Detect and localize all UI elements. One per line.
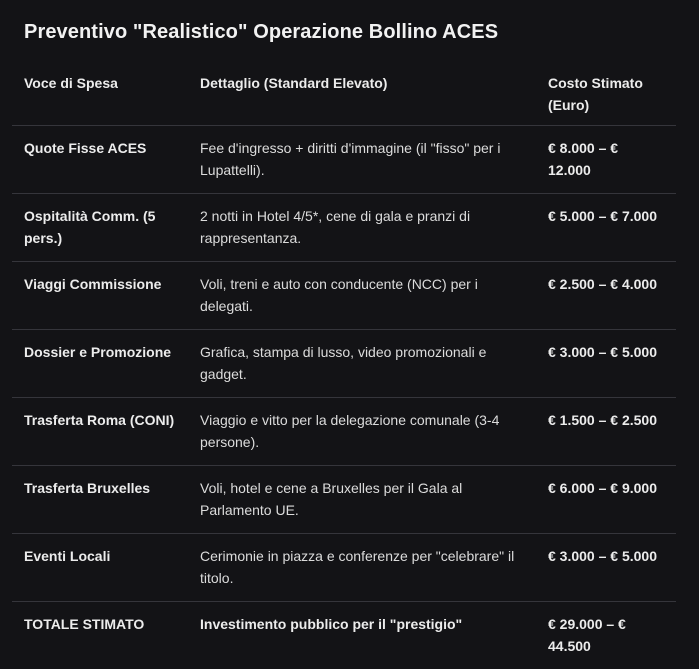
cell-voce: Ospitalità Comm. (5 pers.) xyxy=(12,194,188,262)
cell-costo: € 2.500 – € 4.000 xyxy=(536,262,676,330)
cell-dettaglio: Viaggio e vitto per la delegazione comunale (3-4 persone). xyxy=(188,398,536,466)
cell-voce: Viaggi Commissione xyxy=(12,262,188,330)
cell-costo: € 3.000 – € 5.000 xyxy=(536,534,676,602)
table-row xyxy=(12,398,676,466)
cell-costo: € 1.500 – € 2.500 xyxy=(536,398,676,466)
table-row xyxy=(12,466,676,534)
cell-voce: Dossier e Promozione xyxy=(12,330,188,398)
cell-dettaglio: Cerimonie in piazza e conferenze per "celebrare" il titolo. xyxy=(188,534,536,602)
cell-dettaglio: Voli, treni e auto con conducente (NCC) per i delegati. xyxy=(188,262,536,330)
cell-voce: Trasferta Bruxelles xyxy=(12,466,188,534)
header-dettaglio: Dettaglio (Standard Elevato) xyxy=(188,62,536,126)
cell-dettaglio: Grafica, stampa di lusso, video promozionali e gadget. xyxy=(188,330,536,398)
table-row xyxy=(12,534,676,602)
table-total-row xyxy=(12,602,676,669)
cell-costo: € 6.000 – € 9.000 xyxy=(536,466,676,534)
cell-voce: Trasferta Roma (CONI) xyxy=(12,398,188,466)
header-costo: Costo Stimato (Euro) xyxy=(536,62,676,126)
table-row xyxy=(12,194,676,262)
budget-table xyxy=(12,62,676,669)
page-title: Preventivo "Realistico" Operazione Bollino ACES xyxy=(24,21,498,44)
cell-voce: Eventi Locali xyxy=(12,534,188,602)
cell-costo: € 8.000 – € 12.000 xyxy=(536,126,676,194)
total-cost: € 29.000 – € 44.500 xyxy=(536,602,676,669)
cell-dettaglio: 2 notti in Hotel 4/5*, cene di gala e pranzi di rappresentanza. xyxy=(188,194,536,262)
total-detail: Investimento pubblico per il "prestigio" xyxy=(188,602,536,669)
cell-costo: € 5.000 – € 7.000 xyxy=(536,194,676,262)
cell-dettaglio: Voli, hotel e cene a Bruxelles per il Gala al Parlamento UE. xyxy=(188,466,536,534)
cell-costo: € 3.000 – € 5.000 xyxy=(536,330,676,398)
total-label: TOTALE STIMATO xyxy=(12,602,188,669)
table-row xyxy=(12,330,676,398)
cell-voce: Quote Fisse ACES xyxy=(12,126,188,194)
table-row xyxy=(12,126,676,194)
header-voce: Voce di Spesa xyxy=(12,62,188,126)
table-body xyxy=(12,126,676,669)
cell-dettaglio: Fee d'ingresso + diritti d'immagine (il "fisso" per i Lupattelli). xyxy=(188,126,536,194)
table-row xyxy=(12,262,676,330)
table-header xyxy=(12,62,676,126)
